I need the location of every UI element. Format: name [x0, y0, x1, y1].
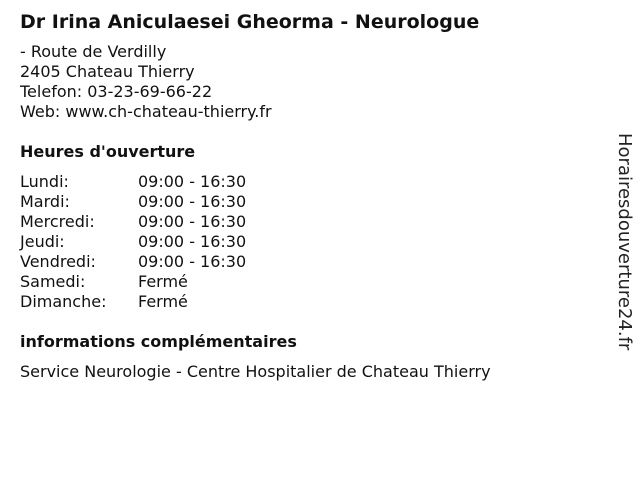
table-row — [20, 212, 246, 232]
day-label: Jeudi: — [20, 232, 65, 251]
hours-heading: Heures d'ouverture — [20, 142, 196, 161]
info-text: Service Neurologie - Centre Hospitalier de Chateau Thierry — [20, 362, 491, 381]
day-label: Vendredi: — [20, 252, 96, 271]
table-row — [20, 192, 246, 212]
day-label: Mardi: — [20, 192, 70, 211]
website-link[interactable]: Web: www.ch-chateau-thierry.fr — [20, 102, 272, 121]
table-row — [20, 272, 246, 292]
hours-table — [20, 172, 246, 312]
site-watermark[interactable]: Horairesdouverture24.fr — [614, 133, 635, 351]
business-card — [20, 10, 600, 382]
phone-number: Telefon: 03-23-69-66-22 — [20, 82, 213, 101]
table-row — [20, 292, 246, 312]
page-title: Dr Irina Aniculaesei Gheorma - Neurologue — [20, 11, 480, 33]
street-address: - Route de Verdilly — [20, 42, 167, 61]
day-label: Lundi: — [20, 172, 69, 191]
day-label: Dimanche: — [20, 292, 107, 311]
city-address: 2405 Chateau Thierry — [20, 62, 195, 81]
day-label: Mercredi: — [20, 212, 95, 231]
info-heading: informations complémentaires — [20, 332, 297, 351]
day-label: Samedi: — [20, 272, 86, 291]
time-value: Fermé — [138, 272, 188, 291]
address-block — [20, 42, 600, 122]
time-value: 09:00 - 16:30 — [138, 212, 247, 231]
table-row — [20, 172, 246, 192]
table-row — [20, 232, 246, 252]
time-value: 09:00 - 16:30 — [138, 172, 247, 191]
time-value: Fermé — [138, 292, 188, 311]
time-value: 09:00 - 16:30 — [138, 192, 247, 211]
table-row — [20, 252, 246, 272]
time-value: 09:00 - 16:30 — [138, 252, 247, 271]
time-value: 09:00 - 16:30 — [138, 232, 247, 251]
